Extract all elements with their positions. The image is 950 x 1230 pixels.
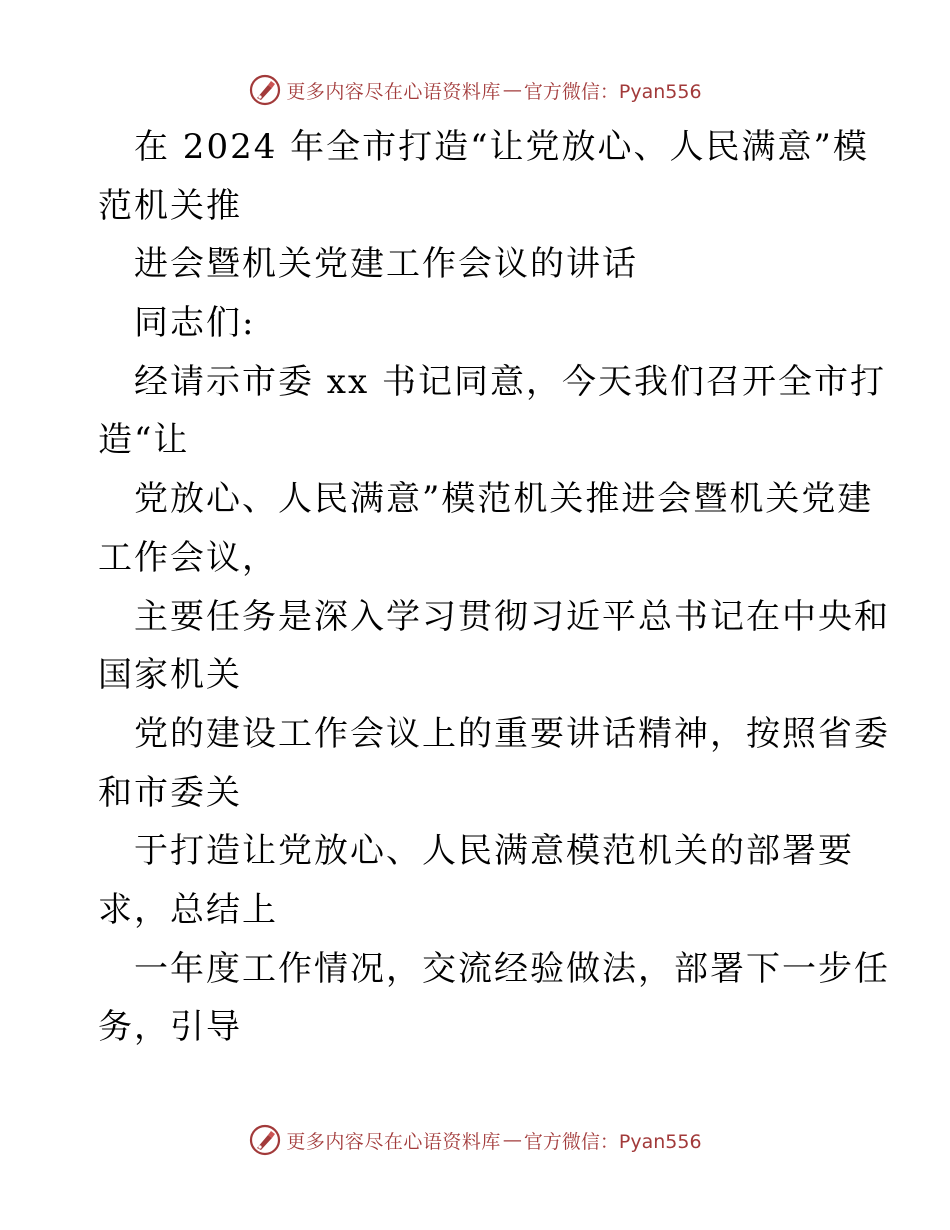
banner-main-text: 更多内容尽在心语资料库: [286, 80, 501, 103]
document-title-line: 进会暨机关党建工作会议的讲话: [134, 244, 638, 285]
banner-main-text: 更多内容尽在心语资料库: [286, 1130, 501, 1153]
paragraph-line: 经请示市委 xx 书记同意，今天我们召开全市打: [134, 361, 886, 402]
paragraph-line: 求，总结上: [98, 889, 278, 930]
pen-nib-logo-icon: [248, 73, 282, 107]
footer-banner: [0, 1120, 950, 1160]
banner-separator: —: [502, 79, 522, 101]
paragraph-line: 一年度工作情况，交流经验做法，部署下一步任: [134, 948, 890, 989]
paragraph-line: 国家机关: [98, 655, 242, 696]
paragraph-line: 于打造让党放心、人民满意模范机关的部署要: [134, 831, 854, 872]
banner-separator: —: [502, 1129, 522, 1151]
paragraph-line: 务，引导: [98, 1007, 242, 1048]
paragraph-line: 党的建设工作会议上的重要讲话精神，按照省委: [134, 713, 890, 754]
salutation-line: 同志们:: [134, 303, 256, 344]
paragraph-line: 造“让: [98, 420, 190, 461]
paragraph-line: 和市委关: [98, 772, 242, 813]
paragraph-line: 主要任务是深入学习贯彻习近平总书记在中央和: [134, 596, 890, 637]
document-title-line: 范机关推: [98, 185, 242, 226]
banner-sub-text: 官方微信：Pyan556: [523, 1130, 702, 1153]
paragraph-line: 党放心、人民满意”模范机关推进会暨机关党建: [134, 479, 874, 520]
pen-nib-logo-icon: [248, 1123, 282, 1157]
document-title-line: 在 2024 年全市打造“让党放心、人民满意”模: [134, 127, 869, 167]
paragraph-line: 工作会议，: [98, 537, 278, 578]
document-body: [98, 118, 890, 1057]
header-banner: [0, 70, 950, 110]
banner-sub-text: 官方微信：Pyan556: [523, 80, 702, 103]
